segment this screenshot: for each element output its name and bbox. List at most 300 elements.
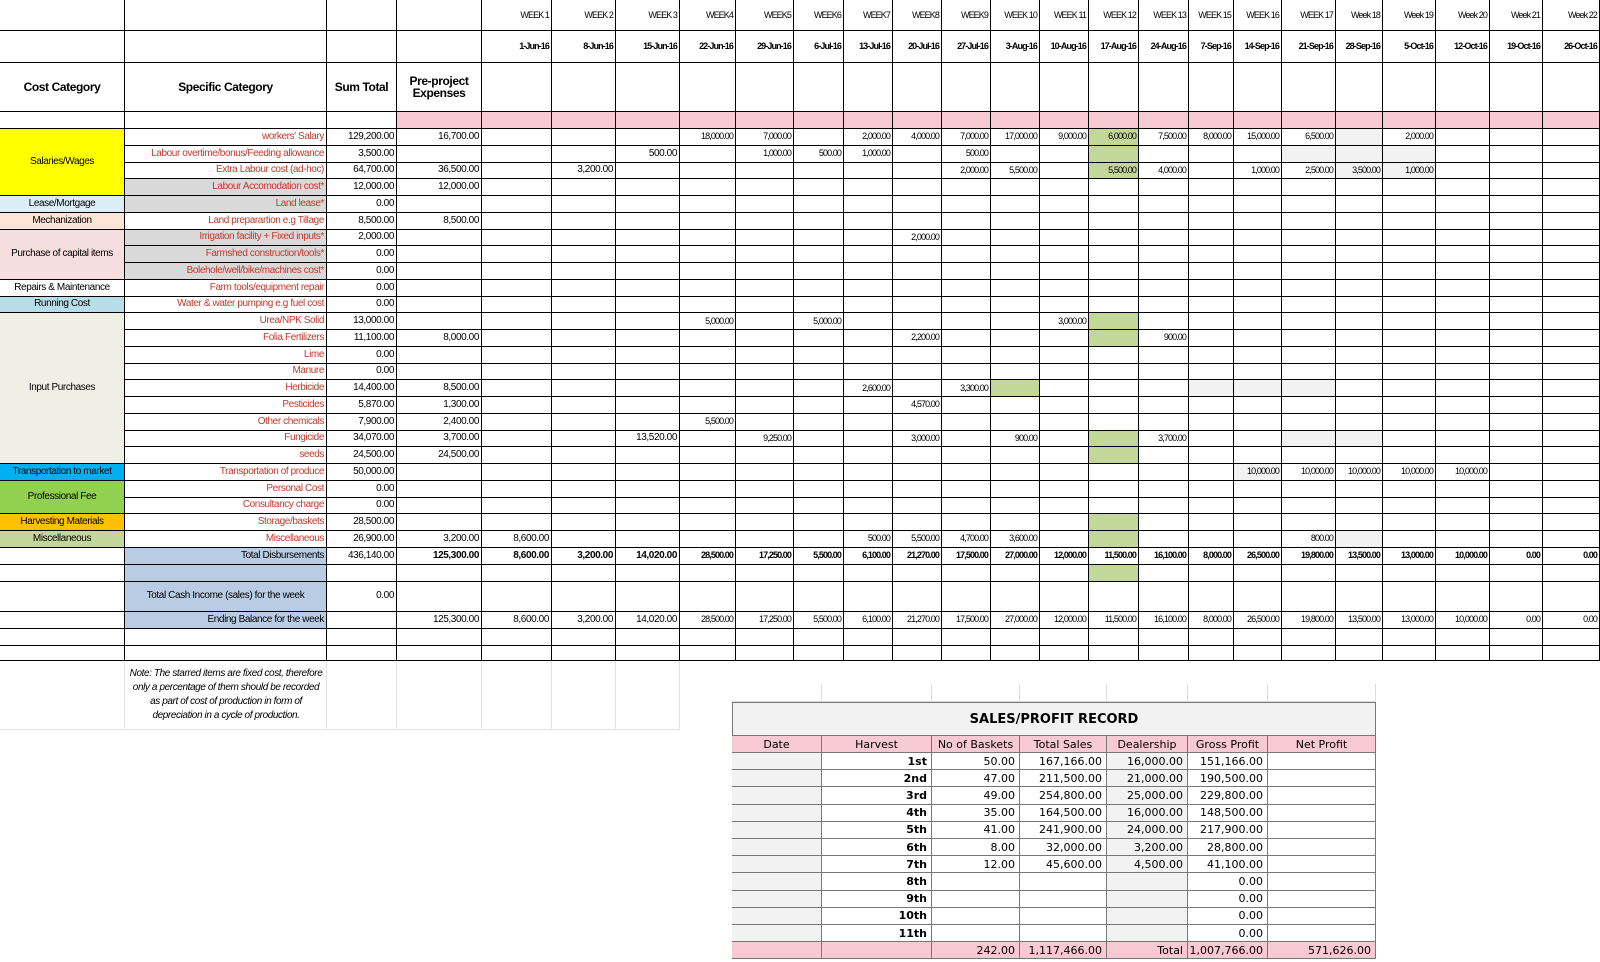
week-value-cell[interactable]: [893, 280, 942, 297]
empty-cell[interactable]: [1383, 63, 1436, 112]
preproject-cell[interactable]: [397, 297, 482, 314]
week-value-cell[interactable]: [1336, 481, 1383, 498]
week-value-cell[interactable]: [991, 481, 1040, 498]
week-value-cell[interactable]: [1089, 498, 1139, 515]
sum-total-cell[interactable]: 0.00: [327, 347, 397, 364]
sum-total-cell[interactable]: 24,500.00: [327, 447, 397, 464]
cost-category-group[interactable]: Professional Fee: [0, 481, 125, 515]
week-value-cell[interactable]: [844, 163, 893, 180]
week-value-cell[interactable]: [1383, 230, 1436, 247]
pink-band-cell[interactable]: [844, 112, 893, 129]
empty-cell[interactable]: [397, 565, 482, 582]
week-value-cell[interactable]: [844, 431, 893, 448]
week-value-cell[interactable]: [1189, 213, 1234, 230]
empty-cell[interactable]: [1089, 565, 1139, 582]
week-value-cell[interactable]: [1282, 414, 1336, 431]
empty-cell[interactable]: [1436, 565, 1490, 582]
date-header[interactable]: 28-Sep-16: [1336, 31, 1383, 63]
week-value-cell[interactable]: 10,000.00: [1234, 464, 1282, 481]
week-value-cell[interactable]: [893, 196, 942, 213]
week-value-cell[interactable]: [942, 481, 991, 498]
week-value-cell[interactable]: [1040, 364, 1089, 381]
week-value-cell[interactable]: [1383, 481, 1436, 498]
sum-total-cell[interactable]: 129,200.00: [327, 129, 397, 146]
week-value-cell[interactable]: [1336, 380, 1383, 397]
specific-category-cell[interactable]: Storage/baskets: [125, 514, 327, 531]
pink-band-cell[interactable]: [1089, 112, 1139, 129]
ending-balance-week[interactable]: 27,000.00: [991, 612, 1040, 629]
sales-total-sales[interactable]: 1,117,466.00: [1020, 942, 1107, 959]
week-value-cell[interactable]: [1490, 280, 1543, 297]
week-value-cell[interactable]: [844, 397, 893, 414]
week-value-cell[interactable]: [1490, 380, 1543, 397]
empty-cell[interactable]: [327, 646, 397, 661]
cost-category-group[interactable]: Purchase of capital items: [0, 230, 125, 280]
sales-harvest-cell[interactable]: 7th: [822, 856, 932, 873]
empty-cell[interactable]: [844, 629, 893, 646]
empty-cell[interactable]: [1436, 63, 1490, 112]
week-value-cell[interactable]: [942, 464, 991, 481]
pink-band-cell[interactable]: [1040, 112, 1089, 129]
week-value-cell[interactable]: [1383, 364, 1436, 381]
week-value-cell[interactable]: [1089, 196, 1139, 213]
date-header[interactable]: 14-Sep-16: [1234, 31, 1282, 63]
empty-cell[interactable]: [1336, 582, 1383, 612]
cost-category-group[interactable]: Salaries/Wages: [0, 129, 125, 196]
week-value-cell[interactable]: [942, 313, 991, 330]
week-value-cell[interactable]: [991, 380, 1040, 397]
ending-balance-week[interactable]: 28,500.00: [680, 612, 736, 629]
empty-cell[interactable]: [1336, 629, 1383, 646]
week-value-cell[interactable]: [942, 230, 991, 247]
empty-cell[interactable]: [0, 582, 125, 612]
week-value-cell[interactable]: [482, 196, 552, 213]
week-value-cell[interactable]: [1139, 280, 1189, 297]
cost-category-group[interactable]: Harvesting Materials: [0, 514, 125, 531]
empty-cell[interactable]: [1383, 582, 1436, 612]
date-header[interactable]: 10-Aug-16: [1040, 31, 1089, 63]
pink-band-cell[interactable]: [1139, 112, 1189, 129]
week-value-cell[interactable]: [1040, 414, 1089, 431]
empty-cell[interactable]: [0, 31, 125, 63]
week-value-cell[interactable]: [482, 313, 552, 330]
week-value-cell[interactable]: [893, 246, 942, 263]
week-value-cell[interactable]: [942, 263, 991, 280]
empty-cell[interactable]: [1189, 63, 1234, 112]
empty-cell[interactable]: [1089, 646, 1139, 661]
week-value-cell[interactable]: [893, 380, 942, 397]
week-value-cell[interactable]: [1040, 179, 1089, 196]
week-value-cell[interactable]: [794, 280, 844, 297]
week-value-cell[interactable]: [844, 498, 893, 515]
sales-harvest-cell[interactable]: 3rd: [822, 787, 932, 804]
sales-dealer-cell[interactable]: 16,000.00: [1107, 805, 1188, 822]
empty-cell[interactable]: [1282, 629, 1336, 646]
sales-sales-cell[interactable]: 254,800.00: [1020, 787, 1107, 804]
week-value-cell[interactable]: [794, 514, 844, 531]
week-header[interactable]: WEEK8: [893, 0, 942, 31]
cash-income-label[interactable]: Total Cash Income (sales) for the week: [125, 582, 327, 612]
week-value-cell[interactable]: 5,000.00: [680, 313, 736, 330]
empty-cell[interactable]: [482, 646, 552, 661]
week-header[interactable]: Week 19: [1383, 0, 1436, 31]
week-value-cell[interactable]: [1234, 380, 1282, 397]
sales-harvest-cell[interactable]: 11th: [822, 925, 932, 942]
cost-category-group[interactable]: Input Purchases: [0, 313, 125, 464]
week-value-cell[interactable]: [1089, 414, 1139, 431]
week-value-cell[interactable]: [552, 179, 616, 196]
sales-gross-cell[interactable]: 151,166.00: [1188, 753, 1268, 770]
week-value-cell[interactable]: [1040, 531, 1089, 548]
empty-cell[interactable]: [125, 0, 327, 31]
specific-category-cell[interactable]: Extra Labour cost (ad-hoc): [125, 163, 327, 180]
week-header[interactable]: WEEK9: [942, 0, 991, 31]
week-value-cell[interactable]: [736, 163, 794, 180]
empty-cell[interactable]: [1490, 63, 1543, 112]
week-value-cell[interactable]: [991, 297, 1040, 314]
pink-band-cell[interactable]: [552, 112, 616, 129]
week-value-cell[interactable]: [794, 213, 844, 230]
week-value-cell[interactable]: [482, 364, 552, 381]
week-value-cell[interactable]: [1543, 498, 1600, 515]
week-value-cell[interactable]: [616, 380, 680, 397]
empty-cell[interactable]: [991, 565, 1040, 582]
specific-category-cell[interactable]: Other chemicals: [125, 414, 327, 431]
week-value-cell[interactable]: [1490, 297, 1543, 314]
total-week-value[interactable]: 13,000.00: [1383, 548, 1436, 565]
week-value-cell[interactable]: [991, 414, 1040, 431]
week-value-cell[interactable]: [680, 380, 736, 397]
week-value-cell[interactable]: [616, 364, 680, 381]
week-value-cell[interactable]: [1139, 531, 1189, 548]
week-value-cell[interactable]: [1543, 380, 1600, 397]
empty-cell[interactable]: [1336, 63, 1383, 112]
week-value-cell[interactable]: 800.00: [1282, 531, 1336, 548]
week-value-cell[interactable]: [736, 246, 794, 263]
week-header[interactable]: WEEK 1: [482, 0, 552, 31]
sales-empty-cell[interactable]: [732, 925, 822, 942]
pink-band-cell[interactable]: [1189, 112, 1234, 129]
sales-gross-cell[interactable]: 0.00: [1188, 891, 1268, 908]
week-value-cell[interactable]: 2,500.00: [1282, 163, 1336, 180]
empty-cell[interactable]: [1139, 582, 1189, 612]
sales-baskets-cell[interactable]: [932, 908, 1020, 925]
week-value-cell[interactable]: 8,600.00: [482, 531, 552, 548]
empty-cell[interactable]: [680, 582, 736, 612]
week-value-cell[interactable]: [1234, 213, 1282, 230]
week-value-cell[interactable]: [736, 230, 794, 247]
empty-cell[interactable]: [736, 646, 794, 661]
week-value-cell[interactable]: [1383, 397, 1436, 414]
week-value-cell[interactable]: [1234, 447, 1282, 464]
sales-dealer-cell[interactable]: 4,500.00: [1107, 856, 1188, 873]
week-value-cell[interactable]: [736, 179, 794, 196]
week-value-cell[interactable]: [1282, 179, 1336, 196]
week-value-cell[interactable]: [1139, 213, 1189, 230]
total-week-value[interactable]: 8,600.00: [482, 548, 552, 565]
week-value-cell[interactable]: [794, 297, 844, 314]
week-value-cell[interactable]: [482, 431, 552, 448]
week-value-cell[interactable]: [1436, 531, 1490, 548]
empty-cell[interactable]: [1490, 646, 1543, 661]
week-value-cell[interactable]: [844, 364, 893, 381]
week-value-cell[interactable]: [991, 246, 1040, 263]
ending-balance-week[interactable]: 17,250.00: [736, 612, 794, 629]
week-value-cell[interactable]: [616, 230, 680, 247]
week-value-cell[interactable]: [1543, 514, 1600, 531]
pink-band-cell[interactable]: [680, 112, 736, 129]
week-value-cell[interactable]: [1490, 313, 1543, 330]
week-value-cell[interactable]: [680, 330, 736, 347]
week-value-cell[interactable]: [1336, 146, 1383, 163]
week-value-cell[interactable]: [1436, 514, 1490, 531]
empty-cell[interactable]: [1268, 684, 1376, 702]
week-value-cell[interactable]: [1189, 246, 1234, 263]
specific-category-cell[interactable]: Consultancy charge: [125, 498, 327, 515]
week-value-cell[interactable]: [1234, 514, 1282, 531]
week-value-cell[interactable]: [1490, 146, 1543, 163]
pink-band-cell[interactable]: [125, 112, 327, 129]
sales-sales-cell[interactable]: [1020, 925, 1107, 942]
date-header[interactable]: 29-Jun-16: [736, 31, 794, 63]
week-value-cell[interactable]: [1139, 297, 1189, 314]
week-value-cell[interactable]: [680, 280, 736, 297]
week-value-cell[interactable]: [1336, 263, 1383, 280]
empty-cell[interactable]: [1543, 629, 1600, 646]
week-value-cell[interactable]: [1383, 447, 1436, 464]
week-value-cell[interactable]: [1336, 330, 1383, 347]
week-value-cell[interactable]: [794, 246, 844, 263]
week-value-cell[interactable]: [844, 464, 893, 481]
week-value-cell[interactable]: [736, 196, 794, 213]
week-value-cell[interactable]: [1139, 498, 1189, 515]
week-value-cell[interactable]: [1282, 246, 1336, 263]
sales-dealer-cell[interactable]: 25,000.00: [1107, 787, 1188, 804]
week-value-cell[interactable]: [1189, 447, 1234, 464]
empty-cell[interactable]: [844, 63, 893, 112]
empty-cell[interactable]: [1139, 646, 1189, 661]
week-value-cell[interactable]: [1543, 213, 1600, 230]
week-value-cell[interactable]: [1436, 330, 1490, 347]
week-value-cell[interactable]: [736, 464, 794, 481]
week-value-cell[interactable]: [893, 146, 942, 163]
week-value-cell[interactable]: [1436, 213, 1490, 230]
week-value-cell[interactable]: [844, 330, 893, 347]
week-value-cell[interactable]: [844, 347, 893, 364]
week-value-cell[interactable]: [794, 129, 844, 146]
week-value-cell[interactable]: [942, 431, 991, 448]
week-value-cell[interactable]: 4,700.00: [942, 531, 991, 548]
date-header[interactable]: 12-Oct-16: [1436, 31, 1490, 63]
week-value-cell[interactable]: [893, 364, 942, 381]
total-week-value[interactable]: 27,000.00: [991, 548, 1040, 565]
week-value-cell[interactable]: [991, 179, 1040, 196]
week-value-cell[interactable]: [1383, 297, 1436, 314]
week-value-cell[interactable]: [1543, 146, 1600, 163]
week-value-cell[interactable]: [1234, 280, 1282, 297]
week-value-cell[interactable]: 2,200.00: [893, 330, 942, 347]
week-value-cell[interactable]: [1490, 364, 1543, 381]
week-value-cell[interactable]: [893, 179, 942, 196]
empty-cell[interactable]: [1282, 565, 1336, 582]
week-value-cell[interactable]: 3,200.00: [552, 163, 616, 180]
week-value-cell[interactable]: [1282, 146, 1336, 163]
date-header[interactable]: 20-Jul-16: [893, 31, 942, 63]
empty-cell[interactable]: [552, 565, 616, 582]
week-value-cell[interactable]: [1543, 464, 1600, 481]
empty-cell[interactable]: [942, 565, 991, 582]
sales-sales-cell[interactable]: [1020, 908, 1107, 925]
week-value-cell[interactable]: [1139, 179, 1189, 196]
ending-balance-week[interactable]: 0.00: [1490, 612, 1543, 629]
week-value-cell[interactable]: [1383, 280, 1436, 297]
week-value-cell[interactable]: [1189, 163, 1234, 180]
week-value-cell[interactable]: [736, 531, 794, 548]
week-value-cell[interactable]: [893, 514, 942, 531]
week-value-cell[interactable]: [1543, 330, 1600, 347]
empty-cell[interactable]: [680, 646, 736, 661]
total-week-value[interactable]: 16,100.00: [1139, 548, 1189, 565]
week-value-cell[interactable]: [1383, 431, 1436, 448]
week-value-cell[interactable]: [552, 464, 616, 481]
week-value-cell[interactable]: 2,000.00: [893, 230, 942, 247]
week-value-cell[interactable]: [844, 313, 893, 330]
week-value-cell[interactable]: [1436, 347, 1490, 364]
week-value-cell[interactable]: [1436, 481, 1490, 498]
week-value-cell[interactable]: [1040, 431, 1089, 448]
week-value-cell[interactable]: [616, 464, 680, 481]
total-week-value[interactable]: 17,250.00: [736, 548, 794, 565]
empty-cell[interactable]: [327, 661, 397, 730]
ending-balance-week[interactable]: 8,000.00: [1189, 612, 1234, 629]
empty-cell[interactable]: [1040, 629, 1089, 646]
empty-cell[interactable]: [616, 661, 680, 730]
week-value-cell[interactable]: [680, 464, 736, 481]
week-value-cell[interactable]: [1189, 196, 1234, 213]
sales-dealer-cell[interactable]: [1107, 873, 1188, 890]
week-value-cell[interactable]: [1383, 380, 1436, 397]
week-value-cell[interactable]: [1436, 380, 1490, 397]
week-value-cell[interactable]: [1490, 397, 1543, 414]
empty-cell[interactable]: [482, 565, 552, 582]
sales-gross-cell[interactable]: 0.00: [1188, 873, 1268, 890]
sales-dealer-cell[interactable]: 3,200.00: [1107, 839, 1188, 856]
sales-harvest-cell[interactable]: 8th: [822, 873, 932, 890]
week-value-cell[interactable]: [893, 447, 942, 464]
week-value-cell[interactable]: [482, 246, 552, 263]
week-value-cell[interactable]: [552, 297, 616, 314]
week-value-cell[interactable]: [482, 330, 552, 347]
week-value-cell[interactable]: [1189, 230, 1234, 247]
week-value-cell[interactable]: 6,500.00: [1282, 129, 1336, 146]
empty-cell[interactable]: [1383, 646, 1436, 661]
sales-dealer-cell[interactable]: 24,000.00: [1107, 822, 1188, 839]
sales-baskets-cell[interactable]: 50.00: [932, 753, 1020, 770]
week-value-cell[interactable]: [552, 246, 616, 263]
week-value-cell[interactable]: 10,000.00: [1436, 464, 1490, 481]
preproject-cell[interactable]: [397, 347, 482, 364]
total-week-value[interactable]: 28,500.00: [680, 548, 736, 565]
empty-cell[interactable]: [1139, 565, 1189, 582]
week-value-cell[interactable]: 18,000.00: [680, 129, 736, 146]
week-value-cell[interactable]: [1490, 179, 1543, 196]
week-value-cell[interactable]: [1436, 498, 1490, 515]
week-value-cell[interactable]: 2,000.00: [1383, 129, 1436, 146]
sales-total-net[interactable]: 571,626.00: [1268, 942, 1376, 959]
week-value-cell[interactable]: 7,000.00: [736, 129, 794, 146]
total-preproject[interactable]: 125,300.00: [397, 548, 482, 565]
week-value-cell[interactable]: [1336, 129, 1383, 146]
week-value-cell[interactable]: [1139, 514, 1189, 531]
week-value-cell[interactable]: [1282, 431, 1336, 448]
week-value-cell[interactable]: [1189, 514, 1234, 531]
week-value-cell[interactable]: [482, 129, 552, 146]
preproject-header[interactable]: Pre-project Expenses: [397, 63, 482, 112]
week-value-cell[interactable]: [1089, 397, 1139, 414]
week-value-cell[interactable]: [942, 213, 991, 230]
week-value-cell[interactable]: [1234, 196, 1282, 213]
week-value-cell[interactable]: 9,000.00: [1040, 129, 1089, 146]
empty-cell[interactable]: [616, 63, 680, 112]
week-value-cell[interactable]: [1139, 481, 1189, 498]
sales-gross-cell[interactable]: 0.00: [1188, 908, 1268, 925]
week-value-cell[interactable]: [482, 514, 552, 531]
week-value-cell[interactable]: [616, 447, 680, 464]
empty-cell[interactable]: [991, 646, 1040, 661]
date-header[interactable]: 3-Aug-16: [991, 31, 1040, 63]
week-header[interactable]: Week 18: [1336, 0, 1383, 31]
specific-category-cell[interactable]: Herbicide: [125, 380, 327, 397]
week-value-cell[interactable]: 17,000.00: [991, 129, 1040, 146]
empty-cell[interactable]: [1139, 63, 1189, 112]
week-value-cell[interactable]: [794, 414, 844, 431]
preproject-cell[interactable]: [397, 263, 482, 280]
date-header[interactable]: 8-Jun-16: [552, 31, 616, 63]
week-value-cell[interactable]: [680, 514, 736, 531]
week-value-cell[interactable]: 4,000.00: [1139, 163, 1189, 180]
week-value-cell[interactable]: 5,500.00: [893, 531, 942, 548]
week-header[interactable]: Week 22: [1543, 0, 1600, 31]
empty-cell[interactable]: [680, 63, 736, 112]
week-value-cell[interactable]: [1282, 330, 1336, 347]
week-value-cell[interactable]: [1040, 481, 1089, 498]
preproject-cell[interactable]: 16,700.00: [397, 129, 482, 146]
sum-total-cell[interactable]: 0.00: [327, 498, 397, 515]
week-value-cell[interactable]: [482, 163, 552, 180]
week-value-cell[interactable]: [893, 347, 942, 364]
week-header[interactable]: WEEK 13: [1139, 0, 1189, 31]
week-value-cell[interactable]: [942, 347, 991, 364]
week-value-cell[interactable]: [552, 230, 616, 247]
week-value-cell[interactable]: [552, 330, 616, 347]
sales-harvest-cell[interactable]: 5th: [822, 822, 932, 839]
sales-empty-cell[interactable]: [1268, 822, 1376, 839]
week-value-cell[interactable]: [1189, 431, 1234, 448]
preproject-cell[interactable]: 24,500.00: [397, 447, 482, 464]
empty-cell[interactable]: [942, 646, 991, 661]
week-value-cell[interactable]: [552, 263, 616, 280]
week-value-cell[interactable]: [1436, 196, 1490, 213]
pink-band-cell[interactable]: [482, 112, 552, 129]
week-value-cell[interactable]: 5,500.00: [1089, 163, 1139, 180]
week-value-cell[interactable]: [616, 514, 680, 531]
pink-band-cell[interactable]: [893, 112, 942, 129]
week-value-cell[interactable]: [991, 364, 1040, 381]
preproject-cell[interactable]: [397, 280, 482, 297]
empty-cell[interactable]: [1490, 565, 1543, 582]
cost-category-header[interactable]: Cost Category: [0, 63, 125, 112]
week-value-cell[interactable]: 1,000.00: [844, 146, 893, 163]
